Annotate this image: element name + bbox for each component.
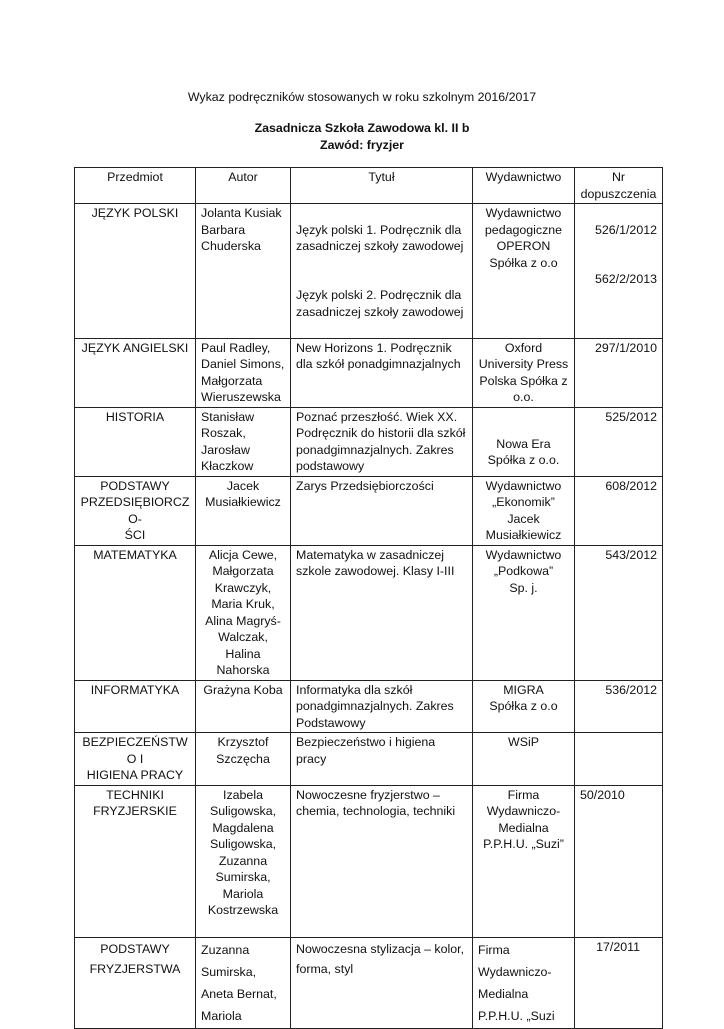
author-cell: Krzysztof Szczęcha <box>196 733 291 786</box>
textbook-table <box>74 167 663 1029</box>
publisher-cell: Nowa Era Spółka z o.o. <box>473 407 575 476</box>
table-row <box>75 338 663 407</box>
subject-cell: TECHNIKI FRYZJERSKIE <box>75 785 196 937</box>
approval-cell: 608/2012 <box>575 476 663 545</box>
author-cell: Jolanta Kusiak Barbara Chuderska <box>196 204 291 339</box>
author-cell: Izabela Suligowska, Magdalena Suligowska, Zuzanna Sumirska, Mariola Kostrzewska <box>196 785 291 937</box>
approval-cell: 297/1/2010 <box>575 338 663 407</box>
subject-cell: JĘZYK ANGIELSKI <box>75 338 196 407</box>
title-cell: Nowoczesna stylizacja – kolor, forma, styl <box>291 937 473 1028</box>
table-row <box>75 204 663 339</box>
approval-cell: 525/2012 <box>575 407 663 476</box>
title-cell: Zarys Przedsiębiorczości <box>291 476 473 545</box>
publisher-cell: WSiP <box>473 733 575 786</box>
title-entry: Język polski 2. Podręcznik dla zasadniczej szkoły zawodowej <box>296 288 464 319</box>
subject-cell: BEZPIECZEŃSTWO I HIGIENA PRACY <box>75 733 196 786</box>
trade-name: Zawód: fryzjer <box>320 138 404 152</box>
title-cell: Informatyka dla szkół ponadgimnazjalnych. Zakres Podstawowy <box>291 680 473 733</box>
title-cell <box>291 204 473 339</box>
author-cell: Zuzanna Sumirska, Aneta Bernat, Mariola <box>196 937 291 1028</box>
publisher-cell: Wydawnictwo pedagogiczne OPERON Spółka z o.o <box>473 204 575 339</box>
table-row <box>75 545 663 680</box>
approval-cell: 536/2012 <box>575 680 663 733</box>
title-cell: Poznać przeszłość. Wiek XX. Podręcznik do historii dla szkół ponadgimnazjalnych. Zakres podstawowy <box>291 407 473 476</box>
column-header-subject: Przedmiot <box>75 168 196 204</box>
approval-number: 526/1/2012 <box>594 222 657 237</box>
column-header-approval-number: Nr dopuszczenia <box>575 168 663 204</box>
subject-cell: JĘZYK POLSKI <box>75 204 196 339</box>
subject-cell: MATEMATYKA <box>75 545 196 680</box>
approval-cell: 17/2011 <box>575 937 663 1028</box>
title-cell: Matematyka w zasadniczej szkole zawodowej. Klasy I-III <box>291 545 473 680</box>
table-row <box>75 937 663 1028</box>
subject-cell: INFORMATYKA <box>75 680 196 733</box>
author-cell: Paul Radley, Daniel Simons, Małgorzata Wieruszewska <box>196 338 291 407</box>
subject-cell: HISTORIA <box>75 407 196 476</box>
approval-cell <box>575 733 663 786</box>
author-cell: Alicja Cewe, Małgorzata Krawczyk, Maria Kruk, Alina Magryś- Walczak, Halina Nahorska <box>196 545 291 680</box>
column-header-title: Tytuł <box>291 168 473 204</box>
subject-cell: PODSTAWY FRYZJERSTWA <box>75 937 196 1028</box>
publisher-cell: Wydawnictwo „Podkowa” Sp. j. <box>473 545 575 680</box>
table-row <box>75 785 663 937</box>
publisher-cell: Wydawnictwo „Ekonomik” Jacek Musiałkiewicz <box>473 476 575 545</box>
approval-cell <box>575 204 663 339</box>
school-name: Zasadnicza Szkoła Zawodowa kl. II b <box>254 121 470 135</box>
author-cell: Grażyna Koba <box>196 680 291 733</box>
document-title: Wykaz podręczników stosowanych w roku szkolnym 2016/2017 <box>187 90 537 104</box>
approval-cell: 543/2012 <box>575 545 663 680</box>
approval-number: 562/2/2013 <box>594 271 657 286</box>
table-row <box>75 476 663 545</box>
publisher-cell: Firma Wydawniczo- Medialna P.P.H.U. „Suzi <box>473 937 575 1028</box>
title-cell: Bezpieczeństwo i higiena pracy <box>291 733 473 786</box>
column-header-author: Autor <box>196 168 291 204</box>
table-header-row <box>75 168 663 204</box>
table-row <box>75 733 663 786</box>
publisher-cell: Firma Wydawniczo- Medialna P.P.H.U. „Suzi” <box>473 785 575 937</box>
publisher-cell: Oxford University Press Polska Spółka z o.o. <box>473 338 575 407</box>
title-cell: New Horizons 1. Podręcznik dla szkół ponadgimnazjalnych <box>291 338 473 407</box>
subject-cell: PODSTAWY PRZEDSIĘBIORCZO- ŚCI <box>75 476 196 545</box>
column-header-publisher: Wydawnictwo <box>473 168 575 204</box>
title-cell: Nowoczesne fryzjerstwo – chemia, technologia, techniki <box>291 785 473 937</box>
author-cell: Jacek Musiałkiewicz <box>196 476 291 545</box>
title-entry: Język polski 1. Podręcznik dla zasadniczej szkoły zawodowej <box>296 222 464 253</box>
author-cell: Stanisław Roszak, Jarosław Kłaczkow <box>196 407 291 476</box>
table-row <box>75 407 663 476</box>
publisher-cell: MIGRA Spółka z o.o <box>473 680 575 733</box>
table-row <box>75 680 663 733</box>
approval-cell: 50/2010 <box>575 785 663 937</box>
